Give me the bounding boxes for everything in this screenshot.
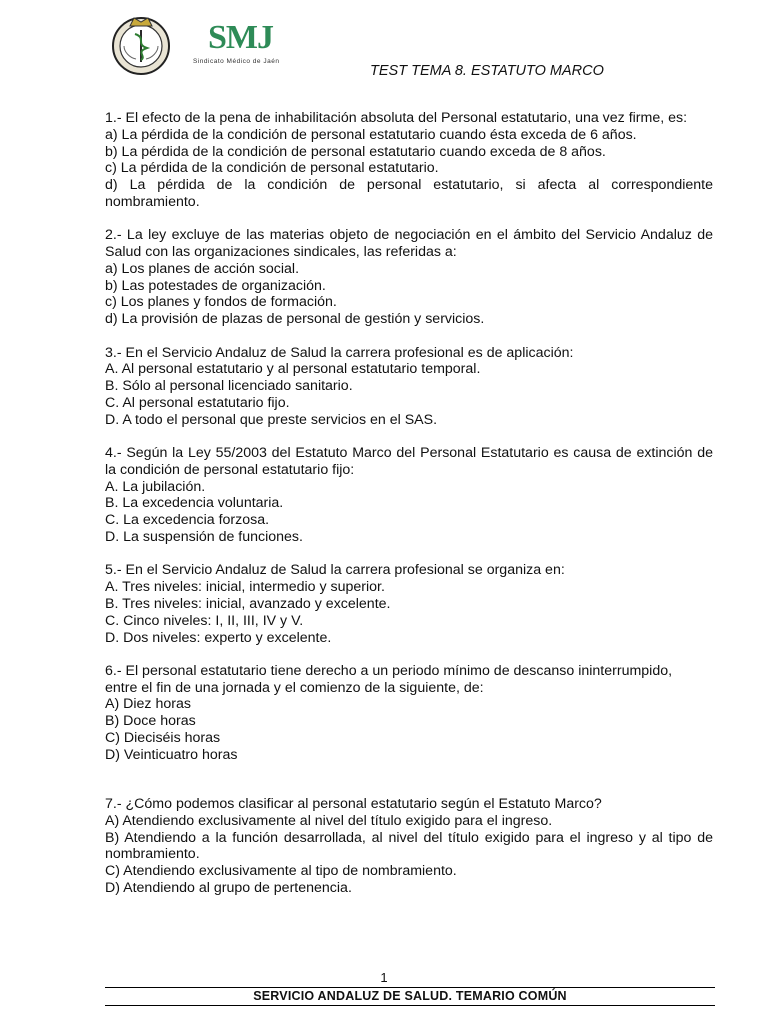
- answer-option: d) La provisión de plazas de personal de gestión y servicios.: [105, 311, 485, 328]
- question-block: [105, 345, 713, 429]
- answer-option: C) Dieciséis horas: [105, 730, 221, 746]
- question-block: [105, 562, 713, 646]
- answer-option: A. Al personal estatutario y al personal estatutario temporal.: [105, 361, 481, 378]
- answer-option: A) Atendiendo exclusivamente al nivel del título exigido para el ingreso.: [105, 812, 553, 829]
- seal-emblem-icon: [106, 12, 176, 76]
- answer-option: d) La pérdida de la condición de personal estatutario, si afecta al correspondiente nombramiento.: [105, 177, 713, 210]
- answer-option: A. La jubilación.: [105, 478, 206, 495]
- answer-option: c) Los planes y fondos de formación.: [105, 294, 337, 311]
- smj-logo: [192, 18, 302, 70]
- question-text: 4.- Según la Ley 55/2003 del Estatuto Marco del Personal Estatutario es causa de extinción de la condición de personal estatutario fijo:: [105, 445, 713, 478]
- answer-option: B) Doce horas: [105, 713, 196, 730]
- answer-option: entre el fin de una jornada y el comienzo de la siguiente, de:: [105, 679, 484, 696]
- question-list: [105, 110, 713, 913]
- page-number: 1: [380, 970, 388, 985]
- question-text: 1.- El efecto de la pena de inhabilitación absoluta del Personal estatutario, una vez firme, es:: [105, 110, 688, 126]
- answer-option: D) Veinticuatro horas: [105, 746, 238, 763]
- question-block: [105, 227, 713, 328]
- answer-option: C. Al personal estatutario fijo.: [105, 394, 290, 411]
- question-block: [105, 445, 713, 546]
- answer-option: D. Dos niveles: experto y excelente.: [105, 629, 332, 646]
- question-text: 2.- La ley excluye de las materias objeto de negociación en el ámbito del Servicio Andaluz de Salud con las organizaciones sindicales, las referidas a:: [105, 227, 713, 261]
- answer-option: a) Los planes de acción social.: [105, 260, 300, 277]
- college-seal-logo: [106, 12, 176, 76]
- answer-option: B. La excedencia voluntaria.: [105, 495, 284, 512]
- question-text: 5.- En el Servicio Andaluz de Salud la carrera profesional se organiza en:: [105, 562, 565, 579]
- answer-option: c) La pérdida de la condición de personal estatutario.: [105, 160, 439, 177]
- answer-option: C. Cinco niveles: I, II, III, IV y V.: [105, 612, 304, 629]
- footer-divider-bottom: [105, 1005, 715, 1006]
- answer-option: D. La suspensión de funciones.: [105, 529, 303, 546]
- answer-option: B) Atendiendo a la función desarrollada, al nivel del título exigido para el ingreso y al tipo de nombramiento.: [105, 829, 713, 863]
- answer-option: C. La excedencia forzosa.: [105, 512, 270, 529]
- question-text: 3.- En el Servicio Andaluz de Salud la carrera profesional es de aplicación:: [105, 344, 574, 361]
- footer-text: SERVICIO ANDALUZ DE SALUD. TEMARIO COMÚN: [253, 989, 567, 1003]
- answer-option: D. A todo el personal que preste servicios en el SAS.: [105, 411, 438, 428]
- smj-letters: SMJ: [208, 19, 273, 56]
- question-block: [105, 796, 713, 897]
- question-text: 6.- El personal estatutario tiene derecho a un periodo mínimo de descanso ininterrumpido,: [105, 662, 673, 679]
- question-block: [105, 663, 713, 764]
- answer-option: b) Las potestades de organización.: [105, 277, 326, 294]
- answer-option: C) Atendiendo exclusivamente al tipo de nombramiento.: [105, 863, 457, 880]
- question-block: [105, 110, 713, 211]
- answer-option: B. Tres niveles: inicial, avanzado y excelente.: [105, 595, 391, 612]
- answer-option: A) Diez horas: [105, 696, 191, 713]
- page-title: TEST TEMA 8. ESTATUTO MARCO: [370, 63, 604, 79]
- answer-option: B. Sólo al personal licenciado sanitario.: [105, 378, 353, 395]
- spacer: [105, 780, 713, 796]
- answer-option: a) La pérdida de la condición de personal estatutario cuando ésta exceda de 6 años.: [105, 126, 637, 143]
- answer-option: D) Atendiendo al grupo de pertenencia.: [105, 880, 352, 897]
- answer-option: A. Tres niveles: inicial, intermedio y superior.: [105, 579, 385, 596]
- question-text: 7.- ¿Cómo podemos clasificar al personal estatutario según el Estatuto Marco?: [105, 796, 602, 813]
- answer-option: b) La pérdida de la condición de personal estatutario cuando exceda de 8 años.: [105, 143, 606, 160]
- smj-subtitle: Sindicato Médico de Jaén: [193, 58, 280, 65]
- footer-divider: [105, 987, 715, 988]
